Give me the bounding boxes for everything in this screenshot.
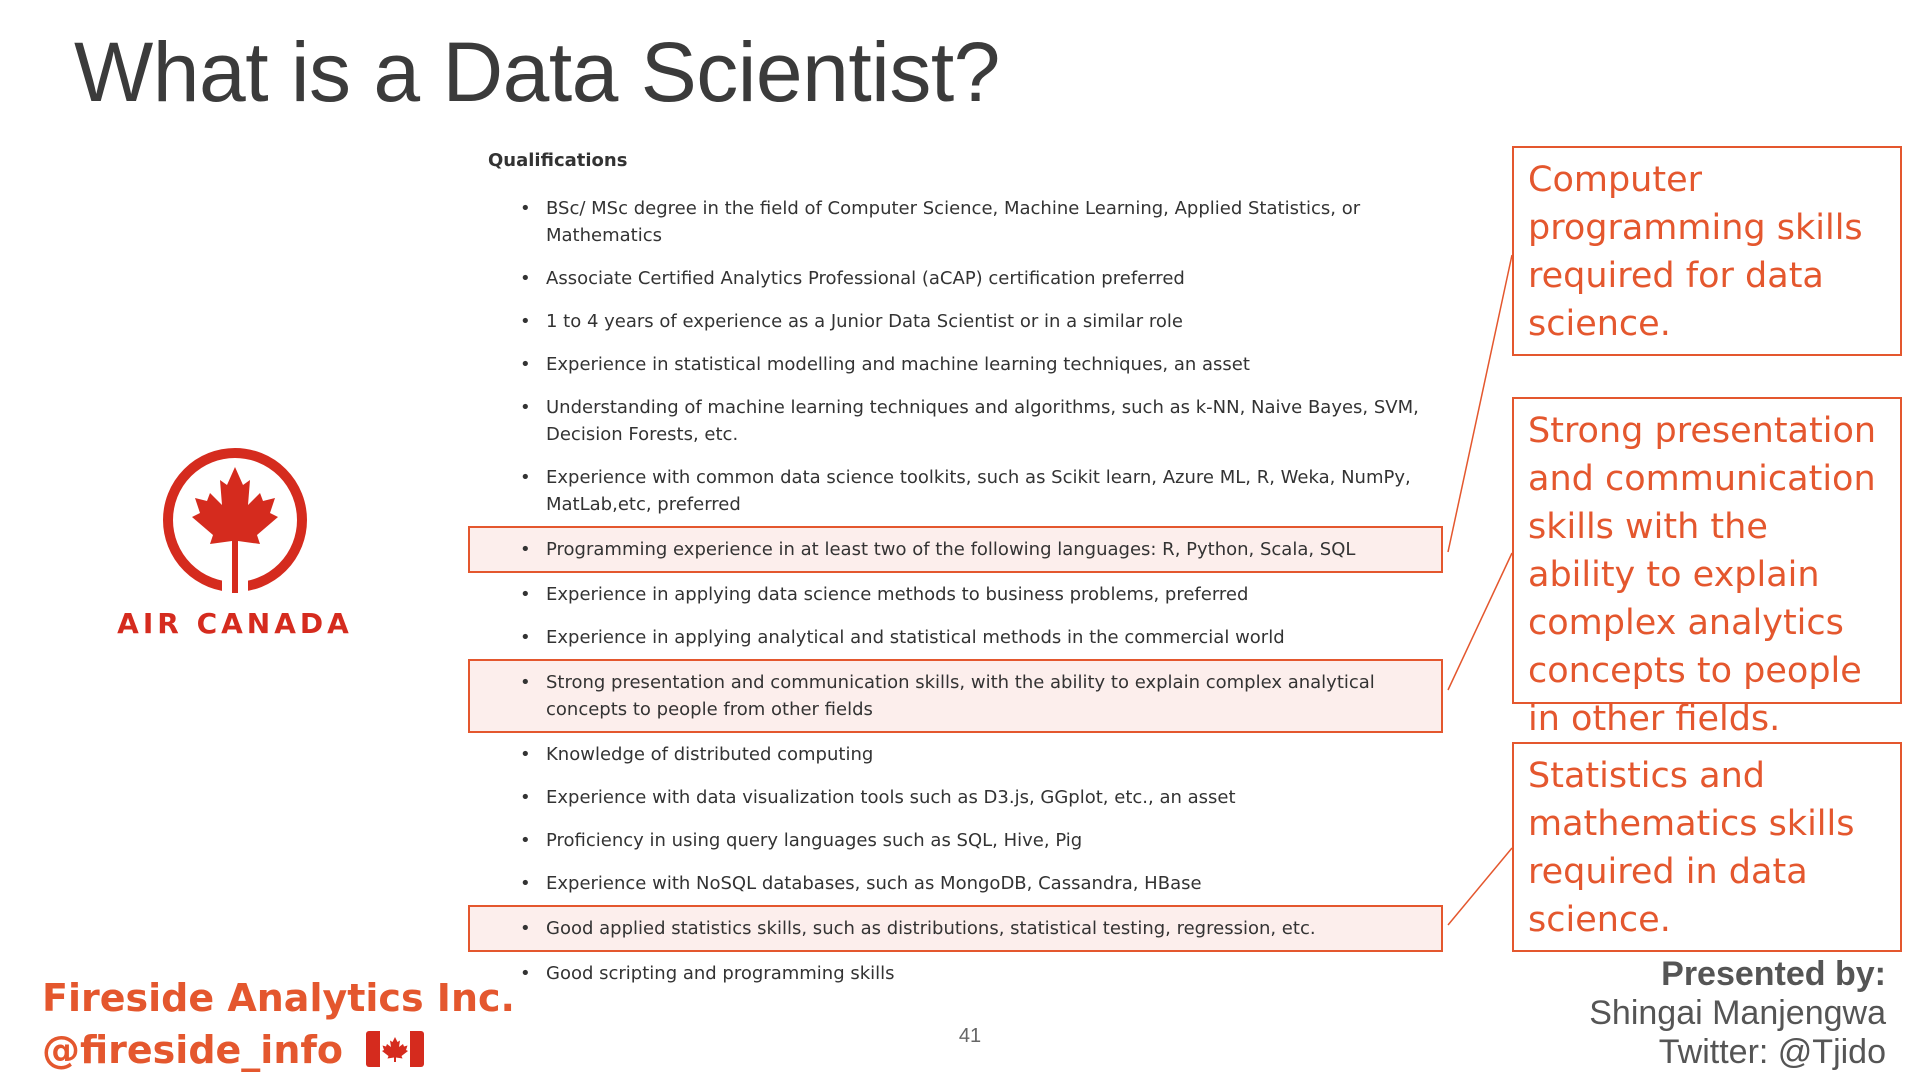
bullet: • (520, 354, 531, 375)
logo-wordmark: AIR CANADA (117, 607, 353, 640)
connector-line-statistics (1448, 848, 1512, 925)
connector-line-communication (1448, 553, 1512, 690)
bullet: • (520, 787, 531, 808)
list-item (488, 733, 1448, 776)
bullet: • (520, 918, 531, 939)
list-item (488, 776, 1448, 819)
presenter-name: Shingai Manjengwa (1589, 994, 1886, 1032)
bullet: • (520, 627, 531, 648)
brand-block (42, 972, 515, 1076)
highlighted-item-communication (468, 659, 1443, 733)
canada-flag-icon (366, 1031, 424, 1067)
bullet: • (520, 268, 531, 289)
page-number: 41 (958, 1025, 982, 1047)
qualifications-panel (488, 150, 1448, 995)
list-item (488, 300, 1448, 343)
list-item-text: Understanding of machine learning techniques and algorithms, such as k-NN, Naive Bayes, SVM, Decision Forests, etc. (546, 397, 1419, 445)
list-item (488, 386, 1448, 456)
list-item-text: BSc/ MSc degree in the field of Computer Science, Machine Learning, Applied Statistics, or Mathematics (546, 198, 1361, 246)
bullet: • (520, 873, 531, 894)
highlighted-item-statistics (468, 905, 1443, 952)
bullet: • (520, 830, 531, 851)
bullet: • (520, 584, 531, 605)
presenter-block (1589, 955, 1886, 1072)
connector-line-programming (1448, 255, 1512, 552)
social-handle: @fireside_info (42, 1028, 344, 1072)
list-item-text: Proficiency in using query languages such as SQL, Hive, Pig (546, 830, 1083, 851)
list-item (488, 573, 1448, 616)
list-item (488, 819, 1448, 862)
list-item (488, 456, 1448, 526)
bullet: • (520, 397, 531, 418)
social-handle-row (42, 1024, 515, 1076)
presenter-twitter: Twitter: @Tjido (1658, 1033, 1886, 1071)
list-item (488, 187, 1448, 257)
air-canada-logo (110, 445, 360, 640)
callout-communication: Strong presentation and communication skills with the ability to explain complex analytics concepts to people in other fields. (1512, 397, 1902, 704)
list-item-text: Knowledge of distributed computing (546, 744, 874, 765)
list-item-text: Experience in statistical modelling and machine learning techniques, an asset (546, 354, 1250, 375)
company-name: Fireside Analytics Inc. (42, 976, 515, 1020)
list-item (488, 952, 1448, 995)
list-item-text: Programming experience in at least two of the following languages: R, Python, Scala, SQL (546, 539, 1356, 560)
maple-leaf-icon (160, 445, 310, 595)
list-item-text: 1 to 4 years of experience as a Junior Data Scientist or in a similar role (546, 311, 1183, 332)
bullet: • (520, 672, 531, 693)
list-item-text: Experience in applying analytical and statistical methods in the commercial world (546, 627, 1285, 648)
bullet: • (520, 963, 531, 984)
list-item-text: Strong presentation and communication skills, with the ability to explain complex analytical concepts to people from other fields (546, 672, 1375, 720)
callout-programming: Computer programming skills required for data science. (1512, 146, 1902, 356)
bullet: • (520, 467, 531, 488)
presenter-label: Presented by: (1661, 955, 1886, 993)
list-item-text: Experience in applying data science methods to business problems, preferred (546, 584, 1249, 605)
list-item-text: Experience with NoSQL databases, such as MongoDB, Cassandra, HBase (546, 873, 1202, 894)
list-item-text: Experience with common data science toolkits, such as Scikit learn, Azure ML, R, Weka, NumPy, MatLab,etc, preferred (546, 467, 1411, 515)
list-item-text: Associate Certified Analytics Professional (aCAP) certification preferred (546, 268, 1185, 289)
slide-title: What is a Data Scientist? (74, 25, 1000, 119)
bullet: • (520, 539, 531, 560)
qualifications-heading: Qualifications (488, 150, 628, 171)
list-item (488, 616, 1448, 659)
bullet: • (520, 311, 531, 332)
bullet: • (520, 198, 531, 219)
list-item-text: Experience with data visualization tools such as D3.js, GGplot, etc., an asset (546, 787, 1236, 808)
qualifications-list (488, 187, 1448, 995)
bullet: • (520, 744, 531, 765)
list-item (488, 257, 1448, 300)
callout-statistics: Statistics and mathematics skills required in data science. (1512, 742, 1902, 952)
list-item (488, 343, 1448, 386)
list-item-text: Good applied statistics skills, such as distributions, statistical testing, regression, etc. (546, 918, 1316, 939)
highlighted-item-programming (468, 526, 1443, 573)
list-item (488, 862, 1448, 905)
list-item-text: Good scripting and programming skills (546, 963, 895, 984)
